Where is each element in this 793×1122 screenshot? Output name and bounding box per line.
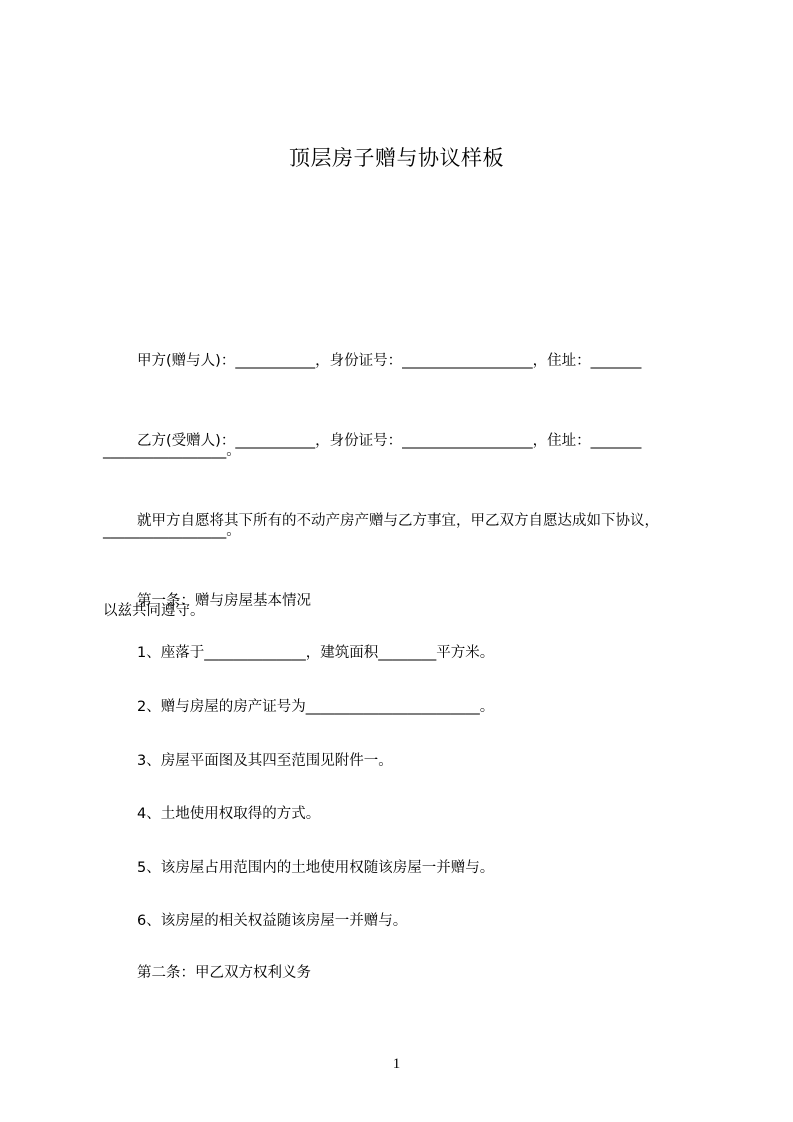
party-a-line-1: 甲方(赠与人)：___________，身份证号：__________________，住址：_______ [137, 353, 642, 369]
item-4-text: 4、土地使用权取得的方式。 [137, 806, 321, 822]
party-b-line-2: _________________。 [103, 523, 241, 539]
document-title: 顶层房子赠与协议样板 [289, 146, 504, 170]
item-5-text: 5、该房屋占用范围内的土地使用权随该房屋一并赠与。 [137, 860, 495, 876]
page-number: 1 [392, 1056, 401, 1072]
party-a-line-2: _________________。 [103, 443, 241, 459]
intro-line-2: 以兹共同遵守。 [103, 603, 205, 619]
item-6-text: 6、该房屋的相关权益随该房屋一并赠与。 [137, 913, 408, 929]
item-2-text: 2、赠与房屋的房产证号为________________________。 [137, 699, 495, 715]
article-2-heading [103, 898, 703, 1048]
intro-line-1: 就甲方自愿将其下所有的不动产房产赠与乙方事宜，甲乙双方自愿达成如下协议， [137, 513, 659, 529]
article-1-heading-text: 第一条：赠与房屋基本情况 [137, 593, 311, 609]
party-b-line-1: 乙方(受赠人)：___________，身份证号：__________________，住址：_______ [137, 433, 642, 449]
item-3-text: 3、房屋平面图及其四至范围见附件一。 [137, 753, 393, 769]
article-2-heading-text: 第二条：甲乙双方权利义务 [137, 965, 311, 981]
item-1-text: 1、座落于______________，建筑面积________平方米。 [137, 645, 495, 661]
